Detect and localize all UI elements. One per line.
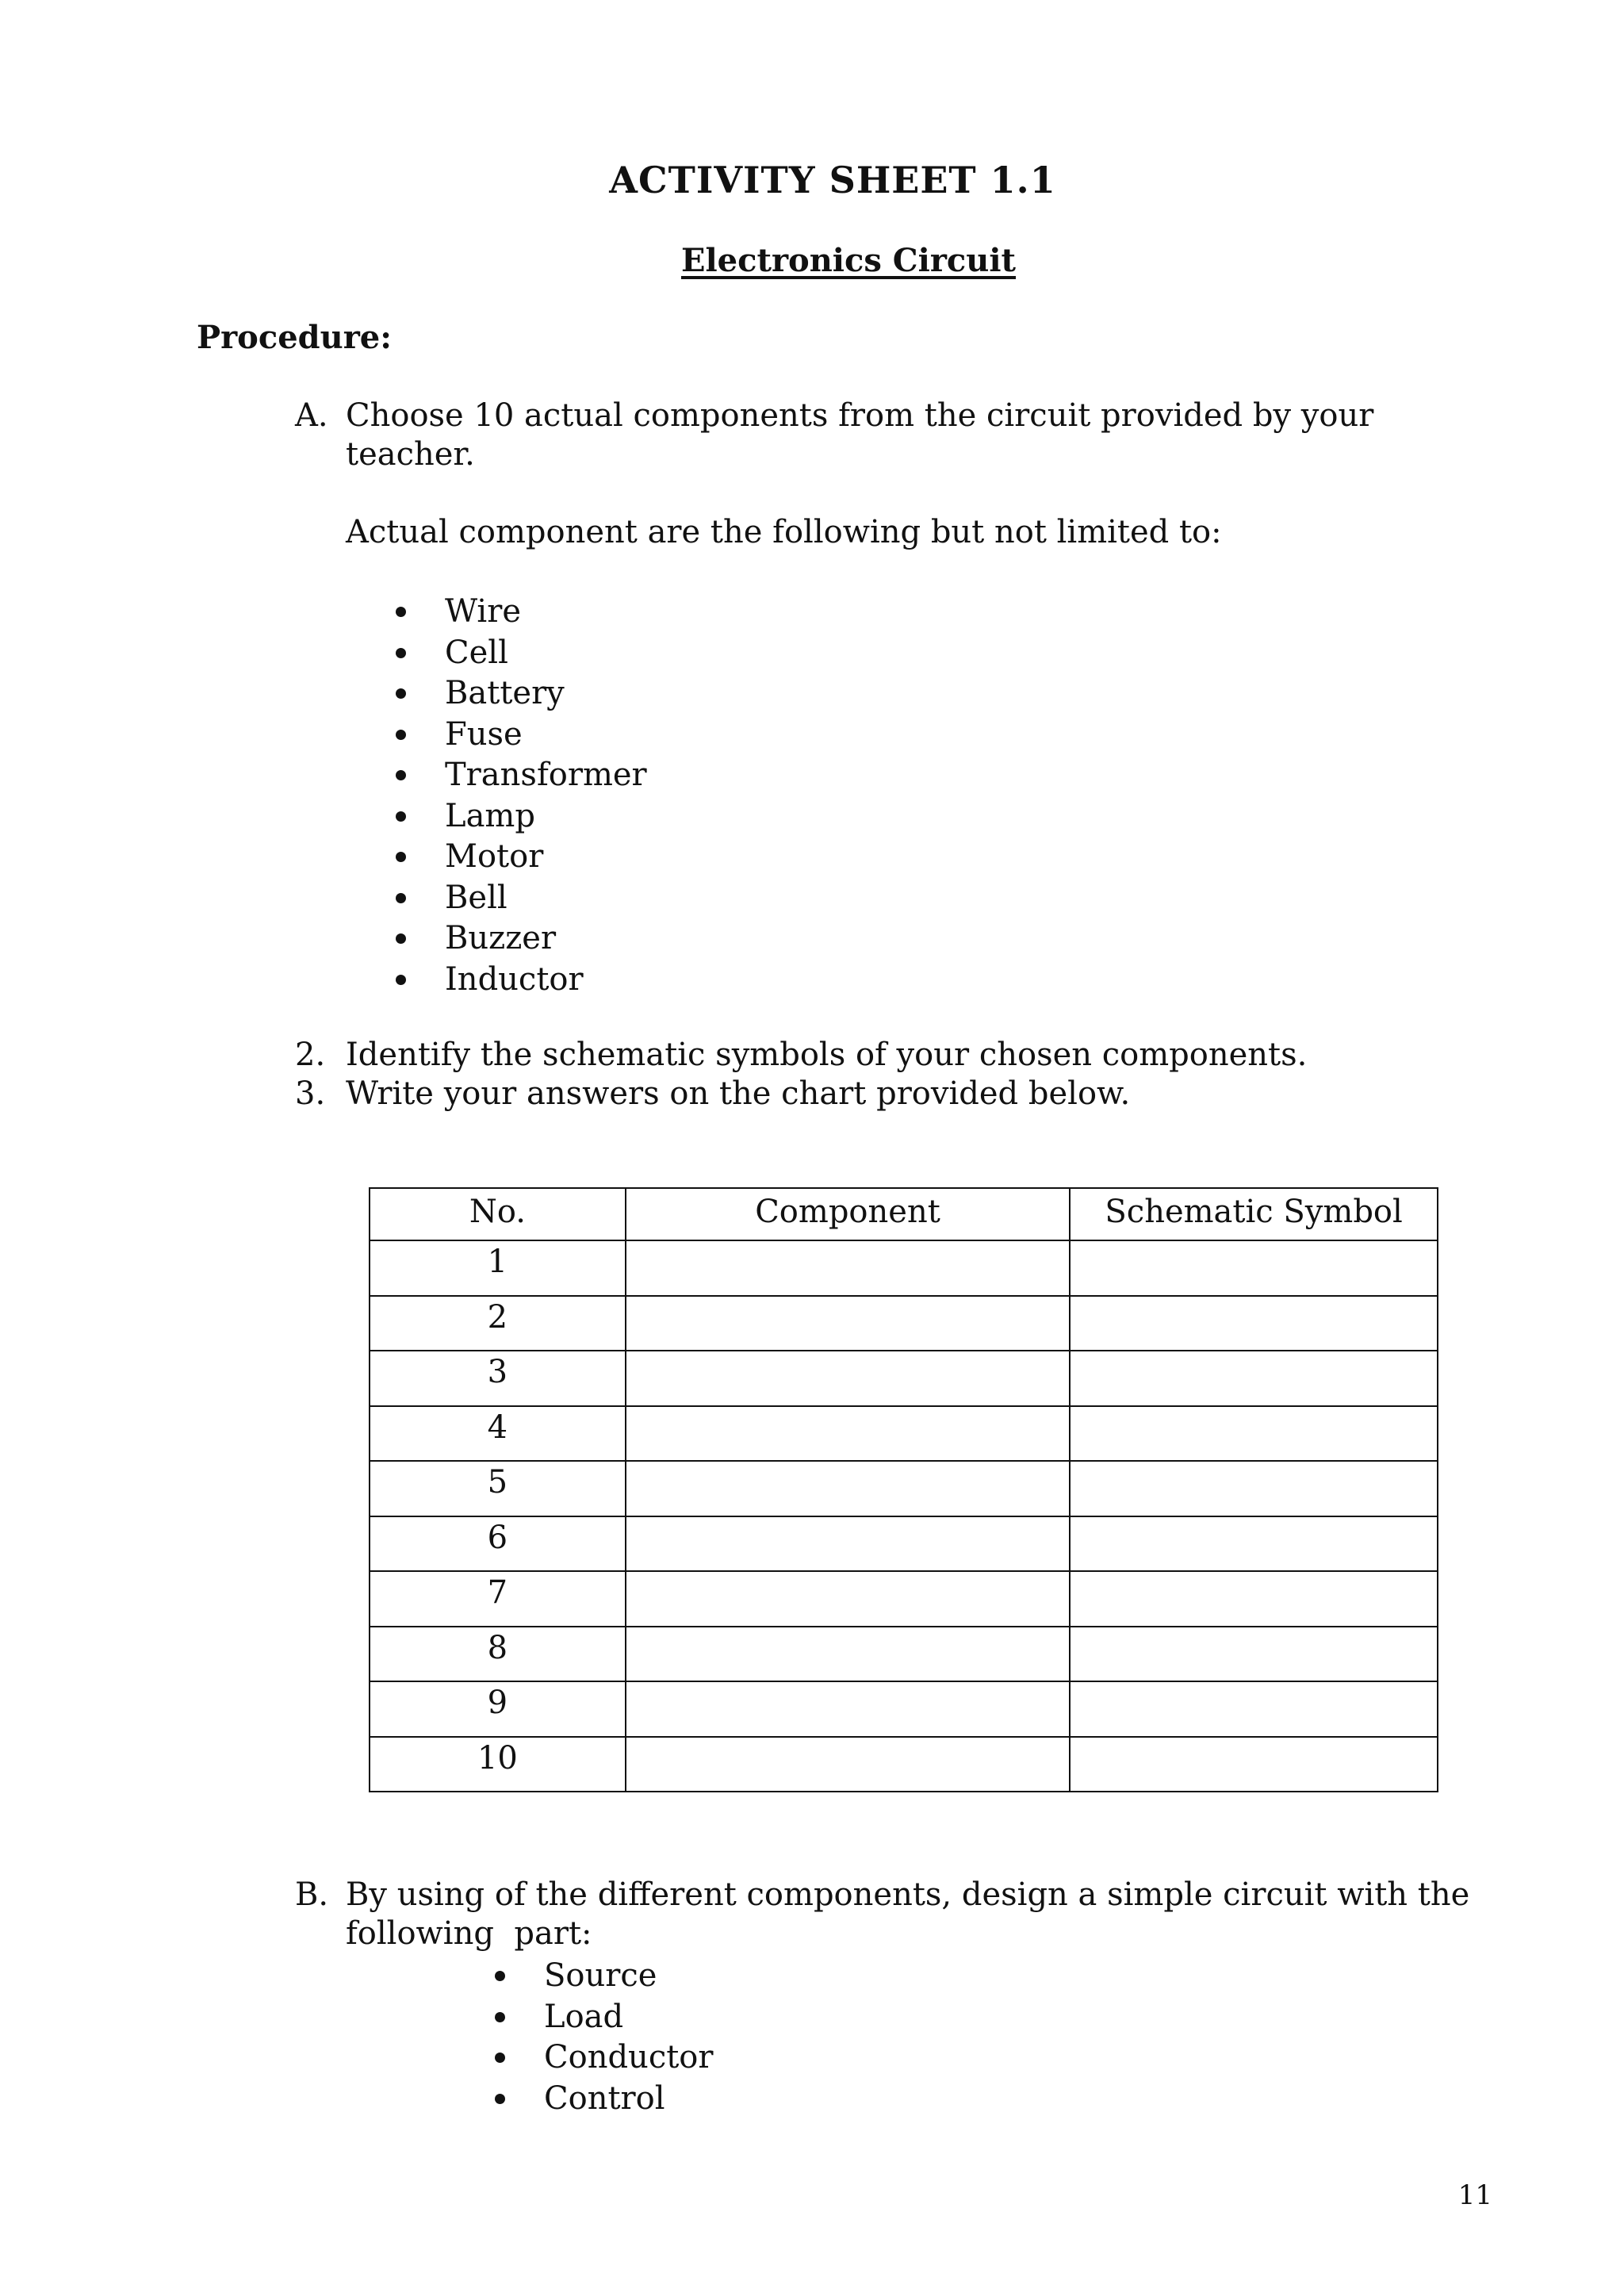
row-number: 2	[370, 1296, 626, 1351]
bullet-icon	[396, 648, 406, 658]
bullet-icon	[396, 933, 406, 944]
component-cell[interactable]	[626, 1516, 1070, 1572]
schematic-symbol-cell[interactable]	[1070, 1516, 1438, 1572]
bullet-icon	[396, 730, 406, 740]
section-b-instruction-line2: following part:	[346, 1915, 592, 1952]
section-b-instruction	[346, 1876, 1496, 1953]
table-row	[370, 1516, 1438, 1572]
section-b-instruction-line1: By using of the different components, design a simple circuit with the	[346, 1876, 1470, 1913]
section-b-marker: B.	[295, 1876, 329, 1913]
table-row	[370, 1737, 1438, 1792]
circuit-part-list	[544, 1956, 714, 2119]
page-number: 11	[1457, 2179, 1492, 2211]
list-item: Lamp	[445, 796, 647, 838]
section-a-instruction	[346, 397, 1456, 474]
table-row	[370, 1406, 1438, 1462]
table-row	[370, 1240, 1438, 1296]
list-item: Load	[544, 1997, 714, 2038]
column-header-schematic-symbol: Schematic Symbol	[1070, 1188, 1438, 1240]
schematic-symbol-cell[interactable]	[1070, 1681, 1438, 1737]
bullet-icon	[396, 607, 406, 617]
table-row	[370, 1627, 1438, 1682]
row-number: 4	[370, 1406, 626, 1462]
procedure-heading: Procedure:	[197, 319, 392, 356]
list-item: Transformer	[445, 755, 647, 796]
bullet-icon	[396, 852, 406, 862]
schematic-symbol-cell[interactable]	[1070, 1351, 1438, 1406]
list-item: Buzzer	[445, 918, 647, 960]
page-title: ACTIVITY SHEET 1.1	[609, 159, 1056, 201]
bullet-icon	[396, 770, 406, 780]
section-a-instruction-line2: teacher.	[346, 436, 475, 473]
column-header-component: Component	[626, 1188, 1070, 1240]
component-list	[445, 592, 647, 1000]
row-number: 5	[370, 1461, 626, 1516]
step-2-marker: 2.	[295, 1037, 326, 1073]
component-cell[interactable]	[626, 1296, 1070, 1351]
component-cell[interactable]	[626, 1461, 1070, 1516]
page-subtitle: Electronics Circuit	[680, 242, 1016, 279]
component-cell[interactable]	[626, 1627, 1070, 1682]
bullet-icon	[396, 811, 406, 822]
list-item: Fuse	[445, 715, 647, 756]
bullet-icon	[396, 688, 406, 699]
list-item: Motor	[445, 837, 647, 878]
schematic-symbol-cell[interactable]	[1070, 1240, 1438, 1296]
answer-chart	[369, 1187, 1438, 1792]
list-item: Battery	[445, 673, 647, 715]
row-number: 8	[370, 1627, 626, 1682]
table-row	[370, 1461, 1438, 1516]
row-number: 1	[370, 1240, 626, 1296]
bullet-icon	[495, 2094, 505, 2104]
list-item: Cell	[445, 633, 647, 674]
table-row	[370, 1681, 1438, 1737]
bullet-icon	[396, 893, 406, 903]
list-item: Source	[544, 1956, 714, 1997]
step-3-marker: 3.	[295, 1075, 326, 1112]
table-row	[370, 1296, 1438, 1351]
bullet-icon	[495, 2012, 505, 2022]
schematic-symbol-cell[interactable]	[1070, 1571, 1438, 1627]
row-number: 6	[370, 1516, 626, 1572]
row-number: 7	[370, 1571, 626, 1627]
schematic-symbol-cell[interactable]	[1070, 1406, 1438, 1462]
column-header-no: No.	[370, 1188, 626, 1240]
schematic-symbol-cell[interactable]	[1070, 1627, 1438, 1682]
step-3-text: Write your answers on the chart provided below.	[346, 1075, 1131, 1112]
component-cell[interactable]	[626, 1406, 1070, 1462]
component-cell[interactable]	[626, 1240, 1070, 1296]
section-a-instruction-line1: Choose 10 actual components from the circuit provided by your	[346, 397, 1374, 434]
component-cell[interactable]	[626, 1571, 1070, 1627]
step-2-text: Identify the schematic symbols of your chosen components.	[346, 1037, 1308, 1073]
schematic-symbol-cell[interactable]	[1070, 1737, 1438, 1792]
list-item: Inductor	[445, 960, 647, 1001]
section-a-intro: Actual component are the following but not limited to:	[346, 514, 1222, 550]
list-item: Wire	[445, 592, 647, 633]
schematic-symbol-cell[interactable]	[1070, 1461, 1438, 1516]
table-row	[370, 1571, 1438, 1627]
list-item: Bell	[445, 878, 647, 919]
section-a-marker: A.	[295, 397, 328, 434]
component-cell[interactable]	[626, 1737, 1070, 1792]
schematic-symbol-cell[interactable]	[1070, 1296, 1438, 1351]
list-item: Conductor	[544, 2037, 714, 2079]
table-row	[370, 1351, 1438, 1406]
row-number: 3	[370, 1351, 626, 1406]
table-header-row	[370, 1188, 1438, 1240]
bullet-icon	[396, 975, 406, 985]
component-cell[interactable]	[626, 1681, 1070, 1737]
row-number: 10	[370, 1737, 626, 1792]
list-item: Control	[544, 2079, 714, 2120]
bullet-icon	[495, 1971, 505, 1981]
component-cell[interactable]	[626, 1351, 1070, 1406]
row-number: 9	[370, 1681, 626, 1737]
bullet-icon	[495, 2053, 505, 2063]
